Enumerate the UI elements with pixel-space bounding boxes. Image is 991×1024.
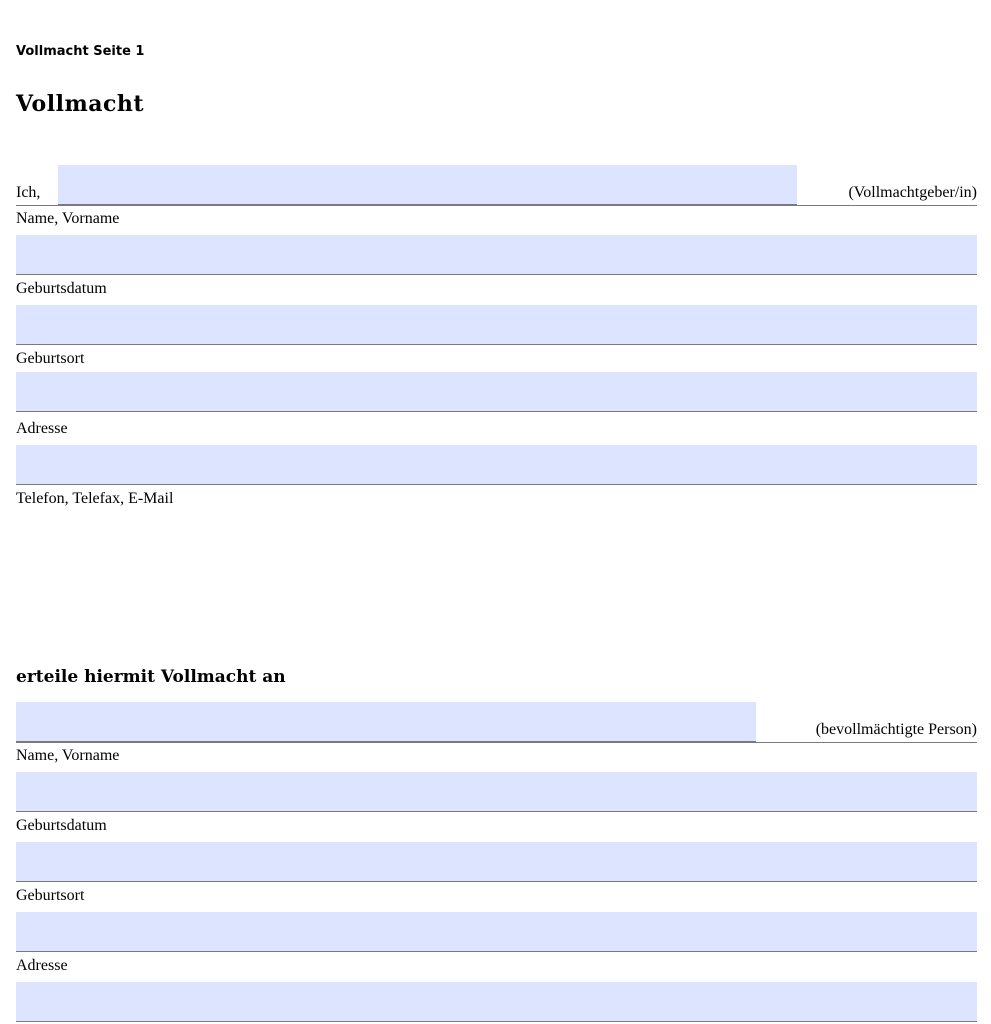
grantor-birthplace-field[interactable] <box>16 305 977 345</box>
grantor-prefix-label: Ich, <box>16 184 41 201</box>
grantee-birthdate-label: Geburtsdatum <box>16 817 107 834</box>
page-title: Vollmacht <box>16 91 145 117</box>
grantee-birthdate-field[interactable] <box>16 772 977 812</box>
grantee-contact-field[interactable] <box>16 982 977 1022</box>
grantor-name-label: Name, Vorname <box>16 210 120 227</box>
grantor-contact-field[interactable] <box>16 445 977 485</box>
grantee-name-rule <box>16 742 977 743</box>
grantee-birthplace-field[interactable] <box>16 842 977 882</box>
grantor-contact-label: Telefon, Telefax, E-Mail <box>16 490 174 507</box>
grantee-name-field[interactable] <box>16 702 756 742</box>
grantor-name-field[interactable] <box>58 165 797 205</box>
grantee-birthplace-label: Geburtsort <box>16 887 85 904</box>
grantor-role-label: (Vollmachtgeber/in) <box>848 184 977 201</box>
page-header: Vollmacht Seite 1 <box>16 44 145 59</box>
grantor-address-field[interactable] <box>16 372 977 412</box>
grantee-address-field[interactable] <box>16 912 977 952</box>
grantee-section-heading: erteile hiermit Vollmacht an <box>16 667 286 687</box>
grantor-birthplace-label: Geburtsort <box>16 350 85 367</box>
grantee-name-label: Name, Vorname <box>16 747 120 764</box>
grantee-role-label: (bevollmächtigte Person) <box>815 721 977 738</box>
grantor-birthdate-field[interactable] <box>16 235 977 275</box>
grantee-address-label: Adresse <box>16 957 68 974</box>
grantor-birthdate-label: Geburtsdatum <box>16 280 107 297</box>
grantor-address-label: Adresse <box>16 420 68 437</box>
grantor-name-rule <box>16 205 977 206</box>
